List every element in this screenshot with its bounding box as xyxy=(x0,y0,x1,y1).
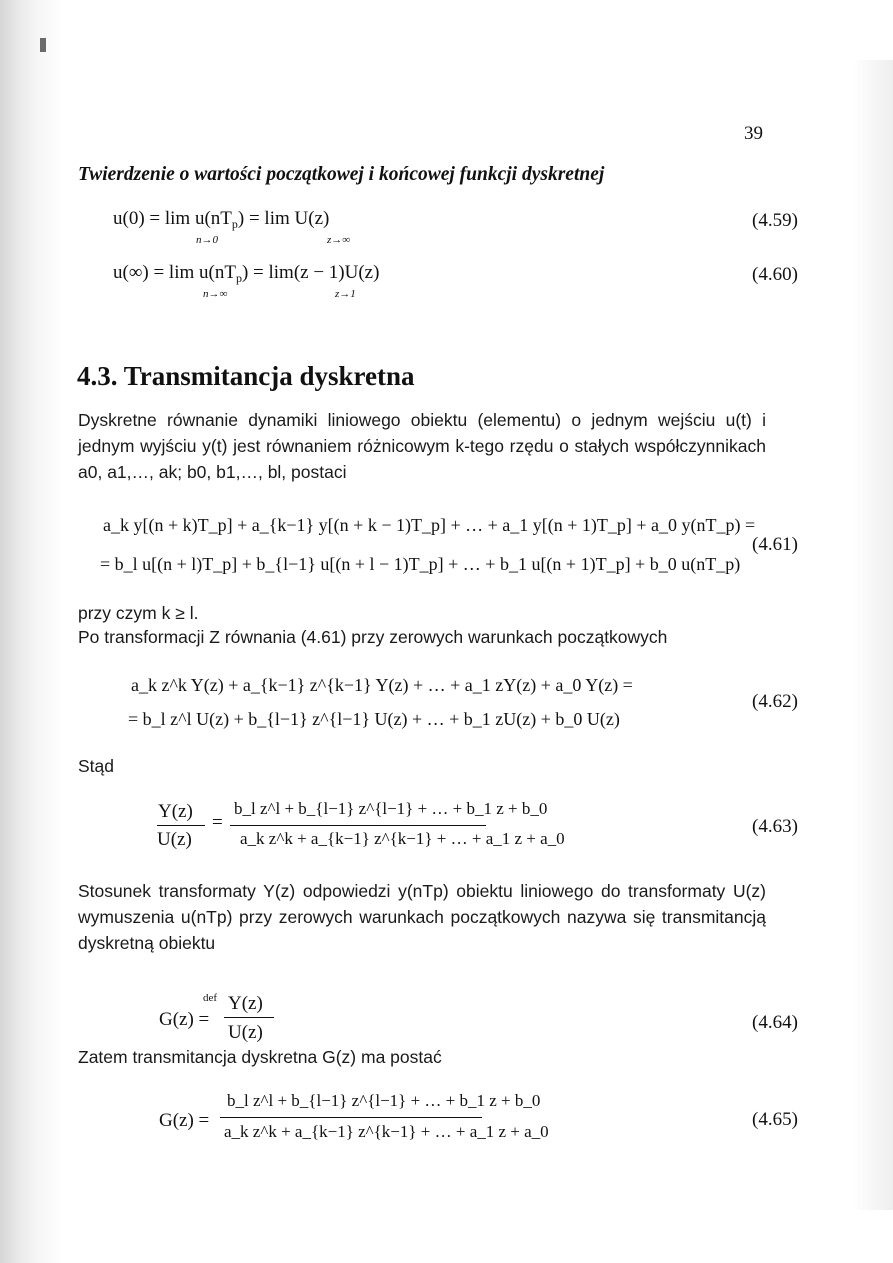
equation-4-61-line-1: a_k y[(n + k)T_p] + a_{k−1} y[(n + k − 1)T_p] + … + a_1 y[(n + 1)T_p] + a_0 y(nT_p) = xyxy=(103,515,756,535)
eq-4-63-equals: = xyxy=(212,812,223,833)
eq-4-64-denominator: U(z) xyxy=(228,1022,263,1043)
eq-4-63-lhs-numerator: Y(z) xyxy=(158,801,193,822)
scan-shadow-left xyxy=(0,0,62,1263)
eq-4-60-limit-z: z→1 xyxy=(335,288,356,300)
scan-shadow-right xyxy=(853,60,893,1210)
scan-mark xyxy=(40,38,46,52)
equation-4-62-line-1: a_k z^k Y(z) + a_{k−1} z^{k−1} Y(z) + … + a_1 zY(z) + a_0 Y(z) = xyxy=(131,675,633,695)
eq-4-65-numerator: b_l z^l + b_{l−1} z^{l−1} + … + b_1 z + b_0 xyxy=(227,1091,541,1110)
eq-4-64-numerator: Y(z) xyxy=(228,993,263,1014)
page-number: 39 xyxy=(744,123,763,144)
equation-4-60-line: $u(\infty) = \lim u(nT_p) = \lim(z - 1)U(z)$ xyxy=(113,262,380,285)
eq-4-64-def-marker: def xyxy=(203,992,218,1004)
eq-4-65-denominator: a_k z^k + a_{k−1} z^{k−1} + … + a_1 z + a_0 xyxy=(224,1122,549,1141)
eq-4-63-lhs-denominator: U(z) xyxy=(157,829,192,850)
eq-4-60-limit-n: n→∞ xyxy=(203,288,228,300)
section-title: 4.3. Transmitancja dyskretna xyxy=(77,361,415,391)
paragraph-hence: Stąd xyxy=(78,756,114,776)
eq-4-63-lhs-fraction-line xyxy=(157,825,205,826)
theorem-heading: Twierdzenie o wartości początkowej i końcowej funkcji dyskretnej xyxy=(78,164,605,185)
equation-number-4-62: (4.62) xyxy=(752,691,798,712)
eq-4-63-numerator: b_l z^l + b_{l−1} z^{l−1} + … + b_1 z + b_0 xyxy=(234,799,548,818)
equation-number-4-61: (4.61) xyxy=(752,534,798,555)
eq-4-65-fraction-line xyxy=(220,1117,482,1118)
equation-number-4-59: (4.59) xyxy=(752,210,798,231)
equation-4-59-line: $u(0) = \lim u(nT_p) = \lim U(z)$ xyxy=(113,208,330,231)
paragraph-condition: przy czym k ≥ l. xyxy=(78,603,199,623)
eq-4-60-lhs: u(∞) = lim u(nT xyxy=(113,262,236,283)
equation-number-4-63: (4.63) xyxy=(752,816,798,837)
eq-4-64-fraction-line xyxy=(224,1017,274,1018)
eq-4-59-limit-n: n→0 xyxy=(196,234,218,246)
paragraph-definition: Stosunek transformaty Y(z) odpowiedzi y(nTp) obiektu liniowego do transformaty U(z) wymuszenia u(nTp) przy zerowych warunkach początkowych nazywa się transmitancją dyskretną obiektu xyxy=(78,881,766,953)
paragraph-intro: Dyskretne równanie dynamiki liniowego obiektu (elementu) o jednym wejściu u(t) i jednym wyjściu y(t) jest równaniem różnicowym k-tego rzędu o stałych współczynnikach a0, a1,…, ak; b0, b1,…, bl, postaci xyxy=(78,410,766,482)
eq-4-65-lhs: G(z) = xyxy=(159,1110,210,1131)
paragraph-transform: Po transformacji Z równania (4.61) przy zerowych warunkach początkowych xyxy=(78,627,668,647)
equation-4-61-line-2: = b_l u[(n + l)T_p] + b_{l−1} u[(n + l − 1)T_p] + … + b_1 u[(n + 1)T_p] + b_0 u(nT_p) xyxy=(100,554,741,574)
equation-number-4-60: (4.60) xyxy=(752,264,798,285)
eq-4-59-lhs: u(0) = lim u(nT xyxy=(113,208,232,229)
equation-number-4-64: (4.64) xyxy=(752,1012,798,1033)
eq-4-59-mid: ) = lim U(z) xyxy=(237,208,330,229)
eq-4-59-limit-z: z→∞ xyxy=(327,234,351,246)
eq-4-63-denominator: a_k z^k + a_{k−1} z^{k−1} + … + a_1 z + a_0 xyxy=(240,829,565,848)
eq-4-63-fraction-line xyxy=(230,825,486,826)
eq-4-60-mid: ) = lim(z − 1)U(z) xyxy=(241,262,380,283)
eq-4-64-lhs: G(z) = xyxy=(159,1009,210,1030)
equation-number-4-65: (4.65) xyxy=(752,1109,798,1130)
equation-4-62-line-2: = b_l z^l U(z) + b_{l−1} z^{l−1} U(z) + … + b_1 zU(z) + b_0 U(z) xyxy=(128,709,620,729)
paragraph-conclusion: Zatem transmitancja dyskretna G(z) ma postać xyxy=(78,1047,442,1067)
